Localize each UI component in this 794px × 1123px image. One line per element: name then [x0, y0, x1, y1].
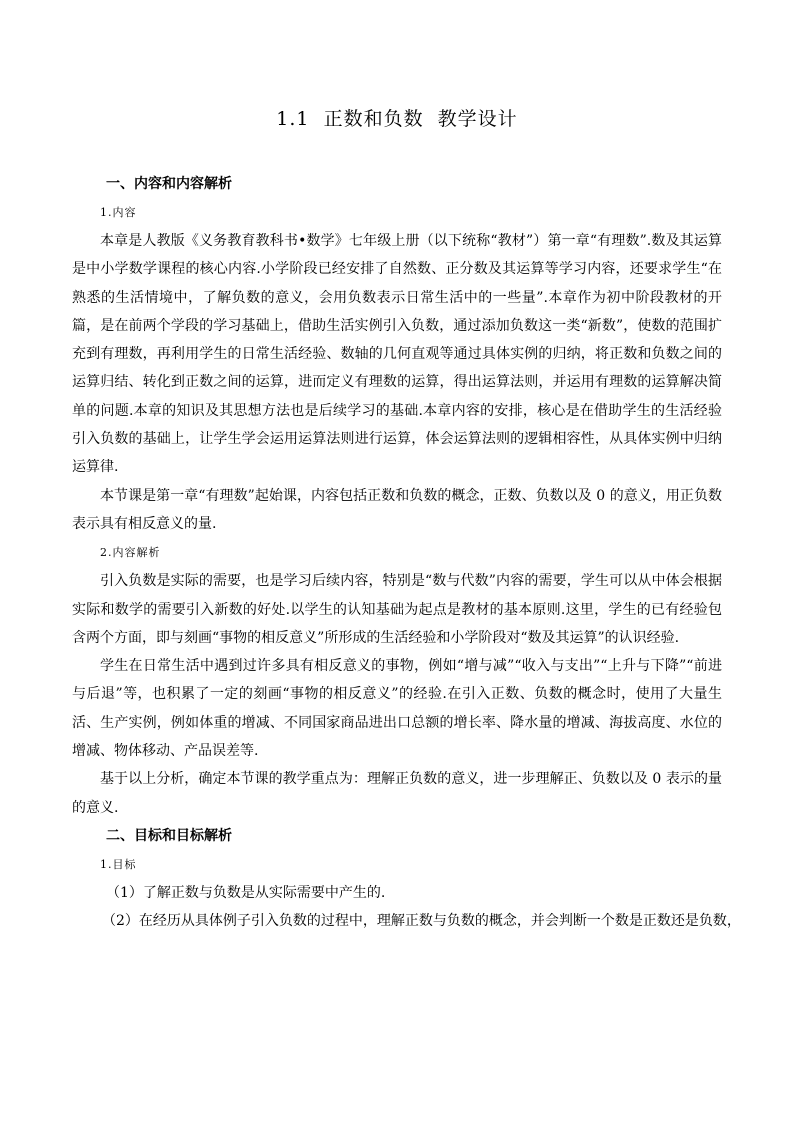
- subsection-label-goals: 1.目标: [100, 857, 137, 871]
- goal-item-1: （1）了解正数与负数是从实际需要中产生的.: [106, 884, 386, 901]
- paragraph-chapter-overview: 本章是人教版《义务教育教科书•数学》七年级上册（以下统称“教材”）第一章“有理数”.数及其运算是中小学数学课程的核心内容.小学阶段已经安排了自然数、正分数及其运算等学习内容，还要求学生“在熟悉的生活情境中，了解负数的意义，会用负数表示日常生活中的一些量”.本章作为初中阶段教材的开篇，是在前两个学段的学习基础上，借助生活实例引入负数，通过添加负数这一类“新数”，使数的范围扩充到有理数，再利用学生的日常生活经验、数轴的几何直观等通过具体实例的归纳，将正数和负数之间的运算归结、转化到正数之间的运算，进而定义有理数的运算，得出运算法则，并运用有理数的运算解决简单的问题.本章的知识及其思想方法也是后续学习的基础.本章内容的安排，核心是在借助学生的生活经验引入负数的基础上，让学生学会运用运算法则进行运算，体会运算法则的逻辑相容性，从具体实例中归纳运算律.: [72, 233, 722, 476]
- subsection-label-content-analysis: 2.内容解析: [100, 546, 161, 560]
- paragraph-why-negative-numbers: 引入负数是实际的需要，也是学习后续内容，特别是“数与代数”内容的需要，学生可以从中体会根据实际和数学的需要引入新数的好处.以学生的认知基础为起点是教材的基本原则.这里，学生的已有经验包含两个方面，即与刻画“事物的相反意义”所形成的生活经验和小学阶段对“数及其运算”的认识经验.: [72, 573, 722, 646]
- document-body: [72, 170, 741, 936]
- section-heading-goals: 二、目标和目标解析: [106, 827, 232, 844]
- paragraph-teaching-focus: 基于以上分析，确定本节课的教学重点为：理解正负数的意义，进一步理解正、负数以及 0 表示的量的意义.: [72, 771, 722, 816]
- section-heading-content: 一、内容和内容解析: [106, 176, 232, 192]
- document-title: 1.1 正数和负数 教学设计: [276, 108, 518, 130]
- paragraph-life-experience: 学生在日常生活中遇到过许多具有相反意义的事物，例如“增与减”“收入与支出”“上升与下降”“前进与后退”等，也积累了一定的刻画“事物的相反意义”的经验.在引入正数、负数的概念时，使用了大量生活、生产实例，例如体重的增减、不同国家商品进出口总额的增长率、降水量的增减、海拔高度、水位的增减、物体移动、产品误差等.: [72, 658, 722, 760]
- subsection-label-content: 1.内容: [100, 206, 137, 219]
- paragraph-lesson-scope: 本节课是第一章“有理数”起始课，内容包括正数和负数的概念，正数、负数以及 0 的意义，用正负数表示具有相反意义的量.: [72, 487, 722, 532]
- goal-item-2: （2）在经历从具体例子引入负数的过程中，理解正数与负数的概念，并会判断一个数是正数还是负数，: [102, 913, 741, 930]
